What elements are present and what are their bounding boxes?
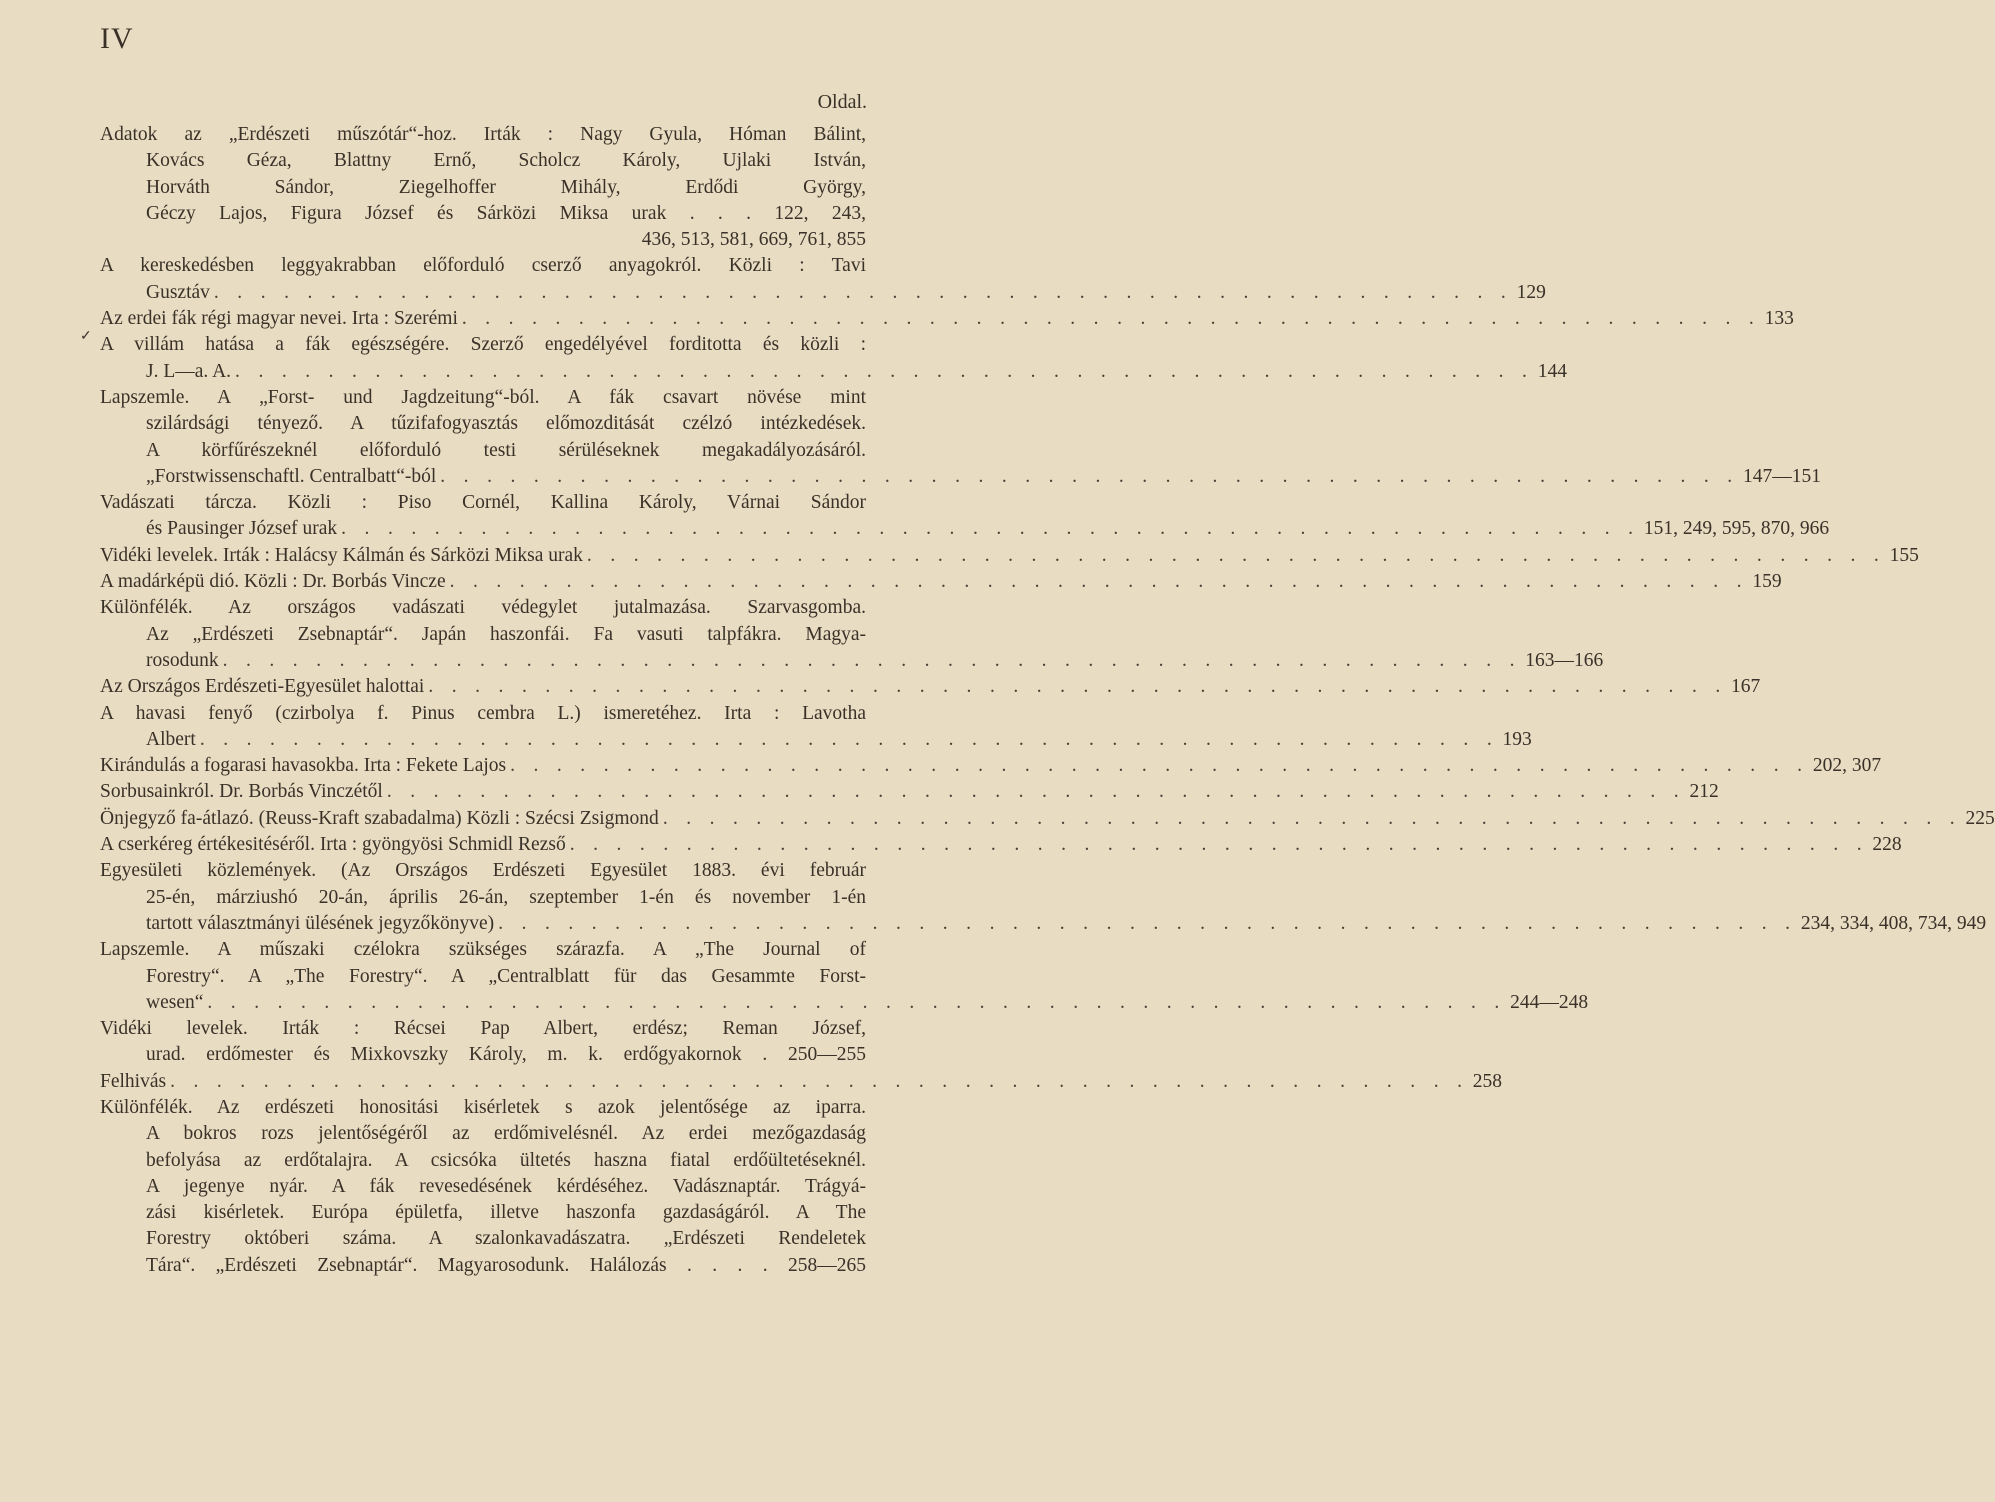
dot-leader: . . . . . . . . . . . . . . . . . . . . . . . . . . . . . . . . . . . . . . . . . . . . . . . . . . . . . . . .	[235, 360, 1534, 382]
toc-entry-text: Tára“. „Erdészeti Zsebnaptár“. Magyarosodunk. Halálozás . . . . 258—265	[146, 1254, 866, 1276]
toc-line	[100, 490, 866, 516]
toc-entry-title: Kirándulás a fogarasi havasokba. Irta : Fekete Lajos	[100, 755, 507, 777]
toc-line	[100, 175, 866, 201]
dot-leader: . . . . . . . . . . . . . . . . . . . . . . . . . . . . . . . . . . . . . . . . . . . . . . . . . . . . . . . .	[386, 781, 1686, 803]
toc-entry-title: Albert	[146, 728, 196, 750]
toc-entry-title: Önjegyző fa-átlazó. (Reuss-Kraft szabadalma) Közli : Szécsi Zsigmond	[100, 807, 659, 829]
toc-line	[100, 1174, 866, 1200]
toc-entry-text: Forestry októberi száma. A szalonkavadászatra. „Erdészeti Rendeletek	[146, 1228, 866, 1250]
toc-line	[100, 990, 1589, 1016]
page-number: IV	[100, 22, 134, 55]
toc-entry-title: rosodunk	[146, 649, 219, 671]
toc-entry-title: A madárképü dió. Közli : Dr. Borbás Vincze	[100, 571, 446, 593]
toc-entry-title: Gusztáv	[146, 281, 210, 303]
toc-entry-title: Az Országos Erdészeti-Egyesület halottai	[100, 676, 425, 698]
toc-entry-title: és Pausinger József urak	[146, 518, 338, 540]
toc-line	[100, 622, 866, 648]
toc-line	[100, 543, 1919, 569]
toc-line	[100, 122, 866, 148]
toc-entry-text: Adatok az „Erdészeti műszótár“-hoz. Irták : Nagy Gyula, Hóman Bálint,	[100, 124, 866, 145]
toc-line	[100, 753, 1882, 779]
toc-page-ref: 228	[1872, 834, 1902, 856]
toc-page-ref: 225	[1965, 807, 1995, 829]
toc-line	[100, 148, 866, 174]
toc-entry-text: A villám hatása a fák egészségére. Szerző engedélyével forditotta és közli :	[100, 334, 866, 356]
toc-line	[100, 1121, 866, 1147]
toc-entry-text: 25-én, márziushó 20-án, április 26-án, szeptember 1-én és november 1-én	[146, 886, 866, 908]
toc-entry-text: A jegenye nyár. A fák revesedésének kérdéséhez. Vadásznaptár. Trágyá-	[146, 1175, 866, 1197]
toc-entry-text: Géczy Lajos, Figura József és Sárközi Miksa urak . . . 122, 243,	[146, 202, 866, 224]
toc-line	[100, 648, 1604, 674]
toc-page-ref: 144	[1537, 360, 1567, 382]
toc-entry-title: Az erdei fák régi magyar nevei. Irta : Szerémi	[100, 308, 458, 330]
toc-line	[100, 937, 866, 963]
toc-entry-text: Vidéki levelek. Irták : Récsei Pap Albert, erdész; Reman József,	[100, 1018, 866, 1040]
toc-entry-title: J. L—a. A.	[146, 360, 232, 382]
toc-line	[100, 727, 1532, 753]
toc-line	[100, 359, 1567, 385]
toc-line	[100, 385, 866, 411]
dot-leader: . . . . . . . . . . . . . . . . . . . . . . . . . . . . . . . . . . . . . . . . . . . . . . . . . . . . . . . .	[498, 912, 1797, 934]
toc-page-ref: 212	[1689, 781, 1719, 803]
toc-entry-text: Vadászati tárcza. Közli : Piso Cornél, Kallina Károly, Várnai Sándor	[100, 492, 866, 514]
toc-entry-title: tartott választmányi ülésének jegyzőkönyve)	[146, 912, 495, 934]
toc-line	[100, 858, 866, 884]
table-of-contents	[80, 122, 1995, 1279]
handwritten-check-mark: ✓	[80, 329, 92, 345]
toc-line	[100, 595, 866, 621]
toc-entry-text: Lapszemle. A műszaki czélokra szükséges szárazfa. A „The Journal of	[100, 939, 866, 961]
toc-entry-text: Forestry“. A „The Forestry“. A „Centralblatt für das Gesammte Forst-	[146, 965, 866, 987]
toc-line	[100, 253, 866, 279]
toc-line	[100, 1148, 866, 1174]
dot-leader: . . . . . . . . . . . . . . . . . . . . . . . . . . . . . . . . . . . . . . . . . . . . . . . . . . . . . . . .	[461, 308, 1761, 330]
toc-entry-title: wesen“	[146, 991, 204, 1013]
toc-page-ref: 129	[1516, 281, 1546, 303]
toc-page-ref: 167	[1731, 676, 1761, 698]
toc-line	[100, 1042, 866, 1068]
toc-line	[100, 464, 1821, 490]
toc-line	[100, 516, 1830, 542]
dot-leader: . . . . . . . . . . . . . . . . . . . . . . . . . . . . . . . . . . . . . . . . . . . . . . . . . . . . . . . .	[207, 991, 1507, 1013]
toc-line	[100, 280, 1546, 306]
toc-entry-text: Különfélék. Az erdészeti honositási kisérletek s azok jelentősége az iparra.	[100, 1096, 866, 1118]
column-heading-page: Oldal.	[817, 91, 867, 113]
toc-line	[100, 438, 866, 464]
toc-page-ref: 258	[1472, 1070, 1503, 1092]
toc-entry-text: Különfélék. Az országos vadászati védegylet jutalmazása. Szarvasgomba.	[100, 597, 866, 619]
toc-page-ref: 155	[1889, 544, 1919, 566]
toc-page-ref: 147—151	[1742, 465, 1821, 487]
toc-entry-text: 436, 513, 581, 669, 761, 855	[641, 229, 866, 251]
toc-entry-title: A cserkéreg értékesitéséről. Irta : gyöngyösi Schmidl Rezső	[100, 834, 566, 856]
toc-entry-text: Horváth Sándor, Ziegelhoffer Mihály, Erdődi György,	[146, 176, 866, 198]
toc-line	[100, 1095, 866, 1121]
toc-entry-text: A bokros rozs jelentőségéről az erdőmivelésnél. Az erdei mezőgazdaság	[146, 1123, 866, 1145]
toc-line	[100, 306, 1794, 332]
dot-leader: . . . . . . . . . . . . . . . . . . . . . . . . . . . . . . . . . . . . . . . . . . . . . . . . . . . . . . . .	[170, 1070, 1469, 1092]
toc-entry-title: Vidéki levelek. Irták : Halácsy Kálmán és Sárközi Miksa urak	[100, 544, 583, 566]
toc-page-ref: 244—248	[1510, 991, 1589, 1013]
toc-entry-text: zási kisérletek. Európa épületfa, illetve haszonfa gazdaságáról. A The	[146, 1202, 866, 1224]
toc-entry-text: Lapszemle. A „Forst- und Jagdzeitung“-ból. A fák csavart növése mint	[100, 386, 866, 408]
toc-page-ref: 159	[1752, 571, 1782, 593]
toc-line	[100, 701, 866, 727]
toc-page-ref: 202, 307	[1812, 755, 1882, 777]
toc-line	[100, 806, 1995, 832]
toc-entry-text: A kereskedésben leggyakrabban előforduló cserző anyagokról. Közli : Tavi	[100, 255, 866, 277]
toc-line	[100, 1200, 866, 1226]
toc-page-ref: 163—166	[1525, 649, 1604, 671]
toc-entry-text: szilárdsági tényező. A tűzifafogyasztás előmozditását czélzó intézkedések.	[146, 413, 866, 435]
toc-line	[100, 227, 866, 253]
toc-line	[100, 674, 1761, 700]
toc-line	[100, 911, 1987, 937]
toc-line	[100, 411, 866, 437]
dot-leader: . . . . . . . . . . . . . . . . . . . . . . . . . . . . . . . . . . . . . . . . . . . . . . . . . . . . . . . .	[569, 834, 1869, 856]
toc-line	[100, 1016, 866, 1042]
dot-leader: . . . . . . . . . . . . . . . . . . . . . . . . . . . . . . . . . . . . . . . . . . . . . . . . . . . . . . . .	[510, 755, 1809, 777]
dot-leader: . . . . . . . . . . . . . . . . . . . . . . . . . . . . . . . . . . . . . . . . . . . . . . . . . . . . . . . .	[440, 465, 1739, 487]
toc-entry-title: „Forstwissenschaftl. Centralbatt“-ból	[146, 465, 437, 487]
dot-leader: . . . . . . . . . . . . . . . . . . . . . . . . . . . . . . . . . . . . . . . . . . . . . . . . . . . . . . . .	[199, 728, 1499, 750]
toc-line	[100, 779, 1719, 805]
toc-page-ref: 151, 249, 595, 870, 966	[1643, 518, 1830, 540]
dot-leader: . . . . . . . . . . . . . . . . . . . . . . . . . . . . . . . . . . . . . . . . . . . . . . . . . . . . . . . .	[662, 807, 1962, 829]
dot-leader: . . . . . . . . . . . . . . . . . . . . . . . . . . . . . . . . . . . . . . . . . . . . . . . . . . . . . . . .	[586, 544, 1886, 566]
toc-line	[100, 1226, 866, 1252]
toc-line	[100, 201, 866, 227]
toc-entry-text: Kovács Géza, Blattny Ernő, Scholcz Károly, Ujlaki István,	[146, 150, 866, 172]
toc-line	[100, 885, 866, 911]
dot-leader: . . . . . . . . . . . . . . . . . . . . . . . . . . . . . . . . . . . . . . . . . . . . . . . . . . . . . . . .	[449, 571, 1749, 593]
toc-entry-text: Egyesületi közlemények. (Az Országos Erdészeti Egyesület 1883. évi február	[100, 860, 866, 882]
toc-line	[80, 329, 866, 358]
toc-entry-text: A körfűrészeknél előforduló testi sérüléseknek megakadályozásáról.	[146, 439, 866, 461]
toc-page-ref: 234, 334, 408, 734, 949	[1800, 912, 1987, 934]
toc-line	[100, 569, 1782, 595]
toc-line	[100, 1069, 1503, 1095]
toc-entry-text: A havasi fenyő (czirbolya f. Pinus cembra L.) ismeretéhez. Irta : Lavotha	[100, 702, 866, 724]
toc-entry-text: Az „Erdészeti Zsebnaptár“. Japán haszonfái. Fa vasuti talpfákra. Magya-	[146, 623, 866, 645]
toc-line	[100, 1253, 866, 1279]
toc-entry-title: Felhivás	[100, 1070, 167, 1092]
toc-entry-title: Sorbusainkról. Dr. Borbás Vinczétől	[100, 781, 383, 803]
toc-line	[100, 964, 866, 990]
toc-page-ref: 133	[1764, 308, 1794, 330]
toc-entry-text: urad. erdőmester és Mixkovszky Károly, m. k. erdőgyakornok . 250—255	[146, 1044, 866, 1066]
toc-line	[100, 832, 1902, 858]
dot-leader: . . . . . . . . . . . . . . . . . . . . . . . . . . . . . . . . . . . . . . . . . . . . . . . . . . . . . . . .	[428, 676, 1728, 698]
toc-page-ref: 193	[1502, 728, 1532, 750]
toc-entry-text: befolyása az erdőtalajra. A csicsóka ültetés haszna fiatal erdőültetéseknél.	[146, 1149, 866, 1171]
dot-leader: . . . . . . . . . . . . . . . . . . . . . . . . . . . . . . . . . . . . . . . . . . . . . . . . . . . . . . . .	[341, 518, 1640, 540]
dot-leader: . . . . . . . . . . . . . . . . . . . . . . . . . . . . . . . . . . . . . . . . . . . . . . . . . . . . . . . .	[222, 649, 1522, 671]
dot-leader: . . . . . . . . . . . . . . . . . . . . . . . . . . . . . . . . . . . . . . . . . . . . . . . . . . . . . . . .	[213, 281, 1513, 303]
